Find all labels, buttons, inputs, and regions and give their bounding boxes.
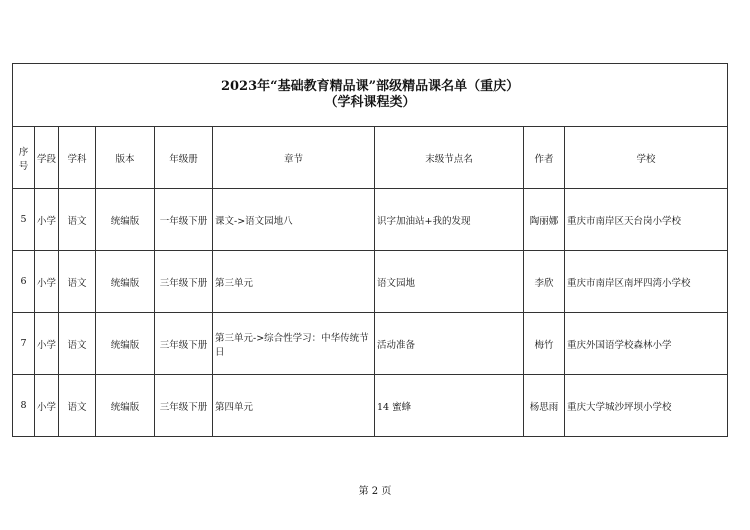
cell-node: 活动准备	[375, 313, 524, 375]
cell-stage: 小学	[35, 189, 59, 251]
cell-grade: 三年级下册	[155, 313, 213, 375]
header-row	[13, 127, 728, 189]
cell-school: 重庆外国语学校森林小学	[565, 313, 728, 375]
cell-stage: 小学	[35, 375, 59, 437]
cell-index: 5	[13, 189, 35, 251]
cell-edition: 统编版	[96, 375, 155, 437]
table-row	[13, 189, 728, 251]
cell-stage: 小学	[35, 251, 59, 313]
column-header-index: 序号	[13, 127, 35, 189]
cell-subject: 语文	[59, 189, 96, 251]
cell-chapter: 课文->语文园地八	[213, 189, 375, 251]
cell-index: 6	[13, 251, 35, 313]
award-list-table	[12, 63, 728, 437]
cell-index: 8	[13, 375, 35, 437]
cell-grade: 三年级下册	[155, 251, 213, 313]
cell-chapter: 第三单元->综合性学习：中华传统节日	[213, 313, 375, 375]
cell-index: 7	[13, 313, 35, 375]
cell-subject: 语文	[59, 251, 96, 313]
cell-author: 梅竹	[524, 313, 565, 375]
table-row	[13, 375, 728, 437]
cell-subject: 语文	[59, 375, 96, 437]
cell-subject: 语文	[59, 313, 96, 375]
cell-school: 重庆市南岸区天台岗小学校	[565, 189, 728, 251]
cell-chapter: 第四单元	[213, 375, 375, 437]
cell-stage: 小学	[35, 313, 59, 375]
cell-chapter: 第三单元	[213, 251, 375, 313]
table-title-cell	[13, 64, 728, 127]
cell-edition: 统编版	[96, 251, 155, 313]
column-header-stage: 学段	[35, 127, 59, 189]
cell-author: 陶丽娜	[524, 189, 565, 251]
cell-node: 语文园地	[375, 251, 524, 313]
column-header-edition: 版本	[96, 127, 155, 189]
column-header-grade: 年级册	[155, 127, 213, 189]
cell-grade: 一年级下册	[155, 189, 213, 251]
cell-author: 杨思雨	[524, 375, 565, 437]
cell-edition: 统编版	[96, 189, 155, 251]
column-header-school: 学校	[565, 127, 728, 189]
cell-node: 14 蜜蜂	[375, 375, 524, 437]
cell-node: 识字加油站+我的发现	[375, 189, 524, 251]
page-number: 第 2 页	[358, 486, 392, 497]
table-row	[13, 313, 728, 375]
document-subtitle: （学科课程类）	[324, 95, 416, 110]
table-row	[13, 251, 728, 313]
column-header-node: 末级节点名	[375, 127, 524, 189]
cell-school: 重庆市南岸区南坪四湾小学校	[565, 251, 728, 313]
column-header-chapter: 章节	[213, 127, 375, 189]
cell-edition: 统编版	[96, 313, 155, 375]
cell-grade: 三年级下册	[155, 375, 213, 437]
column-header-subject: 学科	[59, 127, 96, 189]
cell-author: 李欣	[524, 251, 565, 313]
column-header-author: 作者	[524, 127, 565, 189]
document-title: 2023年“基础教育精品课”部级精品课名单（重庆）	[220, 79, 520, 94]
cell-school: 重庆大学城沙坪坝小学校	[565, 375, 728, 437]
